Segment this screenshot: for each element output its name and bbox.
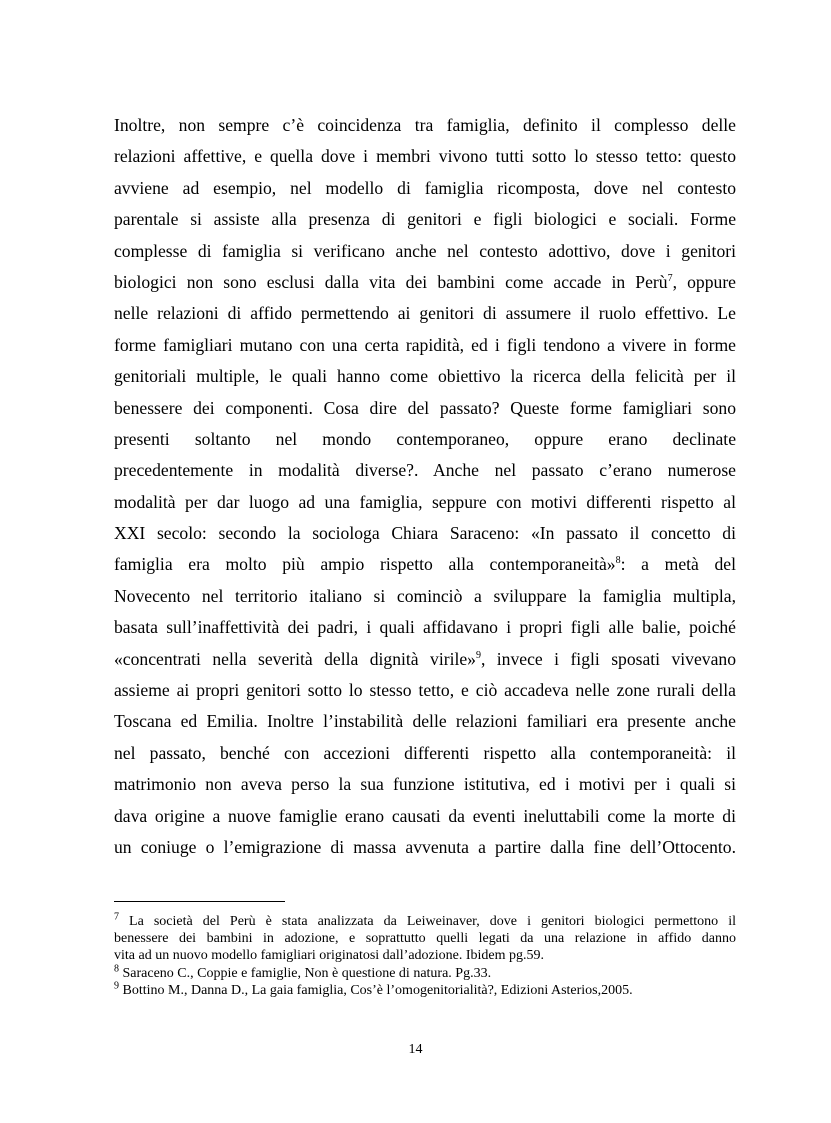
text-line: basata sull’inaffettività dei padri, i quali affidavano i propri figli alle balie, poiché: [114, 617, 736, 638]
footnote-separator: [114, 901, 285, 902]
text-line: un coniuge o l’emigrazione di massa avvenuta a partire dalla fine dell’Ottocento.: [114, 836, 736, 857]
footnote-9: [114, 982, 736, 999]
footnote-text: La società del Perù è stata analizzata da Leiweinaver, dove i genitori biologici permettono il: [129, 914, 736, 929]
text-line: presenti soltanto nel mondo contemporaneo, oppure erano declinate: [114, 428, 736, 449]
text-line: complesse di famiglia si verificano anche nel contesto adottivo, dove i genitori: [114, 240, 736, 261]
text-line: relazioni affettive, e quella dove i membri vivono tutti sotto lo stesso tetto: questo: [114, 146, 736, 167]
text-segment: «concentrati nella severità della dignità virile»: [114, 648, 476, 669]
text-line: Inoltre, non sempre c’è coincidenza tra famiglia, definito il complesso delle: [114, 115, 736, 135]
text-line: assieme ai propri genitori sotto lo stesso tetto, e ciò accadeva nelle zone rurali della: [114, 680, 736, 701]
footnote-marker: 7: [114, 911, 119, 923]
footnote-marker: 8: [114, 962, 119, 974]
text-segment: : a metà del: [620, 554, 736, 575]
text-line: avviene ad esempio, nel modello di famiglia ricomposta, dove nel contesto: [114, 177, 736, 198]
text-line: forme famigliari mutano con una certa rapidità, ed i figli tendono a vivere in forme: [114, 334, 736, 355]
text-line: [114, 549, 736, 580]
body-paragraph: [114, 110, 736, 863]
text-segment: famiglia era molto più ampio rispetto alla contemporaneità»: [114, 554, 616, 575]
footnote-8: [114, 962, 736, 982]
footnote-7: [114, 913, 736, 930]
text-line: nelle relazioni di affido permettendo ai genitori di assumere il ruolo effettivo. Le: [114, 303, 736, 324]
footnote-ref-9[interactable]: 9: [475, 649, 481, 661]
text-line: XXI secolo: secondo la sociologa Chiara Saraceno: «In passato il concetto di: [114, 523, 736, 544]
footnotes: [114, 913, 736, 999]
text-line: [114, 267, 736, 298]
text-line: benessere dei componenti. Cosa dire del passato? Queste forme famigliari sono: [114, 397, 736, 418]
text-line: dava origine a nuove famiglie erano causati da eventi ineluttabili come la morte di: [114, 805, 736, 826]
text-line: modalità per dar luogo ad una famiglia, seppure con motivi differenti rispetto al: [114, 491, 736, 512]
footnote-7-cont: vita ad un nuovo modello famigliari originatosi dall’adozione. Ibidem pg.59.: [114, 948, 545, 964]
text-line: [114, 644, 736, 675]
text-line: Toscana ed Emilia. Inoltre l’instabilità delle relazioni familiari era presente anche: [114, 711, 736, 732]
text-line: nel passato, benché con accezioni differenti rispetto alla contemporaneità: il: [114, 742, 736, 763]
footnote-text: Bottino M., Danna D., La gaia famiglia, Cos’è l’omogenitorialità?, Edizioni Asterios,2005.: [122, 982, 633, 998]
text-segment: biologici non sono esclusi dalla vita dei bambini come accade in Perù: [114, 271, 668, 292]
text-line: precedentemente in modalità diverse?. Anche nel passato c’erano numerose: [114, 460, 736, 481]
footnote-ref-7[interactable]: 7: [667, 273, 673, 285]
text-line: genitoriali multiple, le quali hanno come obiettivo la ricerca della felicità per il: [114, 366, 736, 387]
footnote-ref-8[interactable]: 8: [615, 555, 621, 567]
page-number: 14: [408, 1042, 423, 1057]
text-segment: , oppure: [672, 271, 736, 292]
footnote-marker: 9: [114, 980, 119, 992]
text-line: parentale si assiste alla presenza di genitori e figli biologici e sociali. Forme: [114, 209, 736, 230]
text-line: Novecento nel territorio italiano si cominciò a sviluppare la famiglia multipla,: [114, 585, 736, 606]
text-line: matrimonio non aveva perso la sua funzione istitutiva, ed i motivi per i quali si: [114, 774, 736, 795]
footnote-text: Saraceno C., Coppie e famiglie, Non è questione di natura. Pg.33.: [122, 965, 492, 981]
text-segment: , invece i figli sposati vivevano: [480, 648, 736, 669]
footnote-7-cont: benessere dei bambini in adozione, e soprattutto quelli legati da una relazione in affido danno: [114, 931, 736, 947]
